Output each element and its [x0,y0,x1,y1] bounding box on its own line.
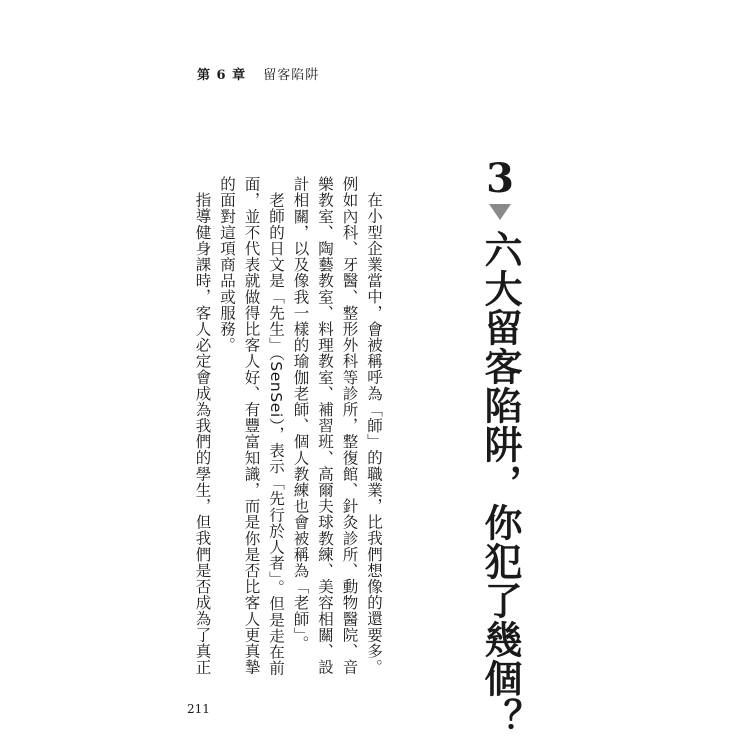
running-head [197,64,319,83]
triangle-marker-icon [489,204,511,220]
paragraph: 老師的日文是「先生」（SenSei），表示「先行於人者」。但是走在前面，並不代表就做得比客人好、有豐富知識，而是你是否比客人更真摯的面對這項商品或服務。 [218,176,285,676]
page-number: 211 [187,702,210,716]
chapter-label: 第 6 章 [197,68,247,83]
paragraph: 在小型企業當中，會被稱呼為「師」的職業，比我們想像的還要多。例如內科、牙醫、整形外科等診所，整復館、針灸診所、動物醫院、音樂教室、陶藝教室、料理教室、補習班、高爾夫球教練、美容相關、設計相關，以及像我一樣的瑜伽老師、個人教練也會被稱為「老師」。 [291,176,383,676]
section-number: 3 [486,155,514,202]
section-heading [470,155,530,737]
paragraph: 指導健身課時，客人必定會成為我們的學生，但我們是否成為了真正 [193,191,212,675]
body-text [190,176,386,676]
chapter-title: 留客陷阱 [263,68,320,83]
section-title: 六大留客陷阱，你犯了幾個？ [478,230,522,737]
